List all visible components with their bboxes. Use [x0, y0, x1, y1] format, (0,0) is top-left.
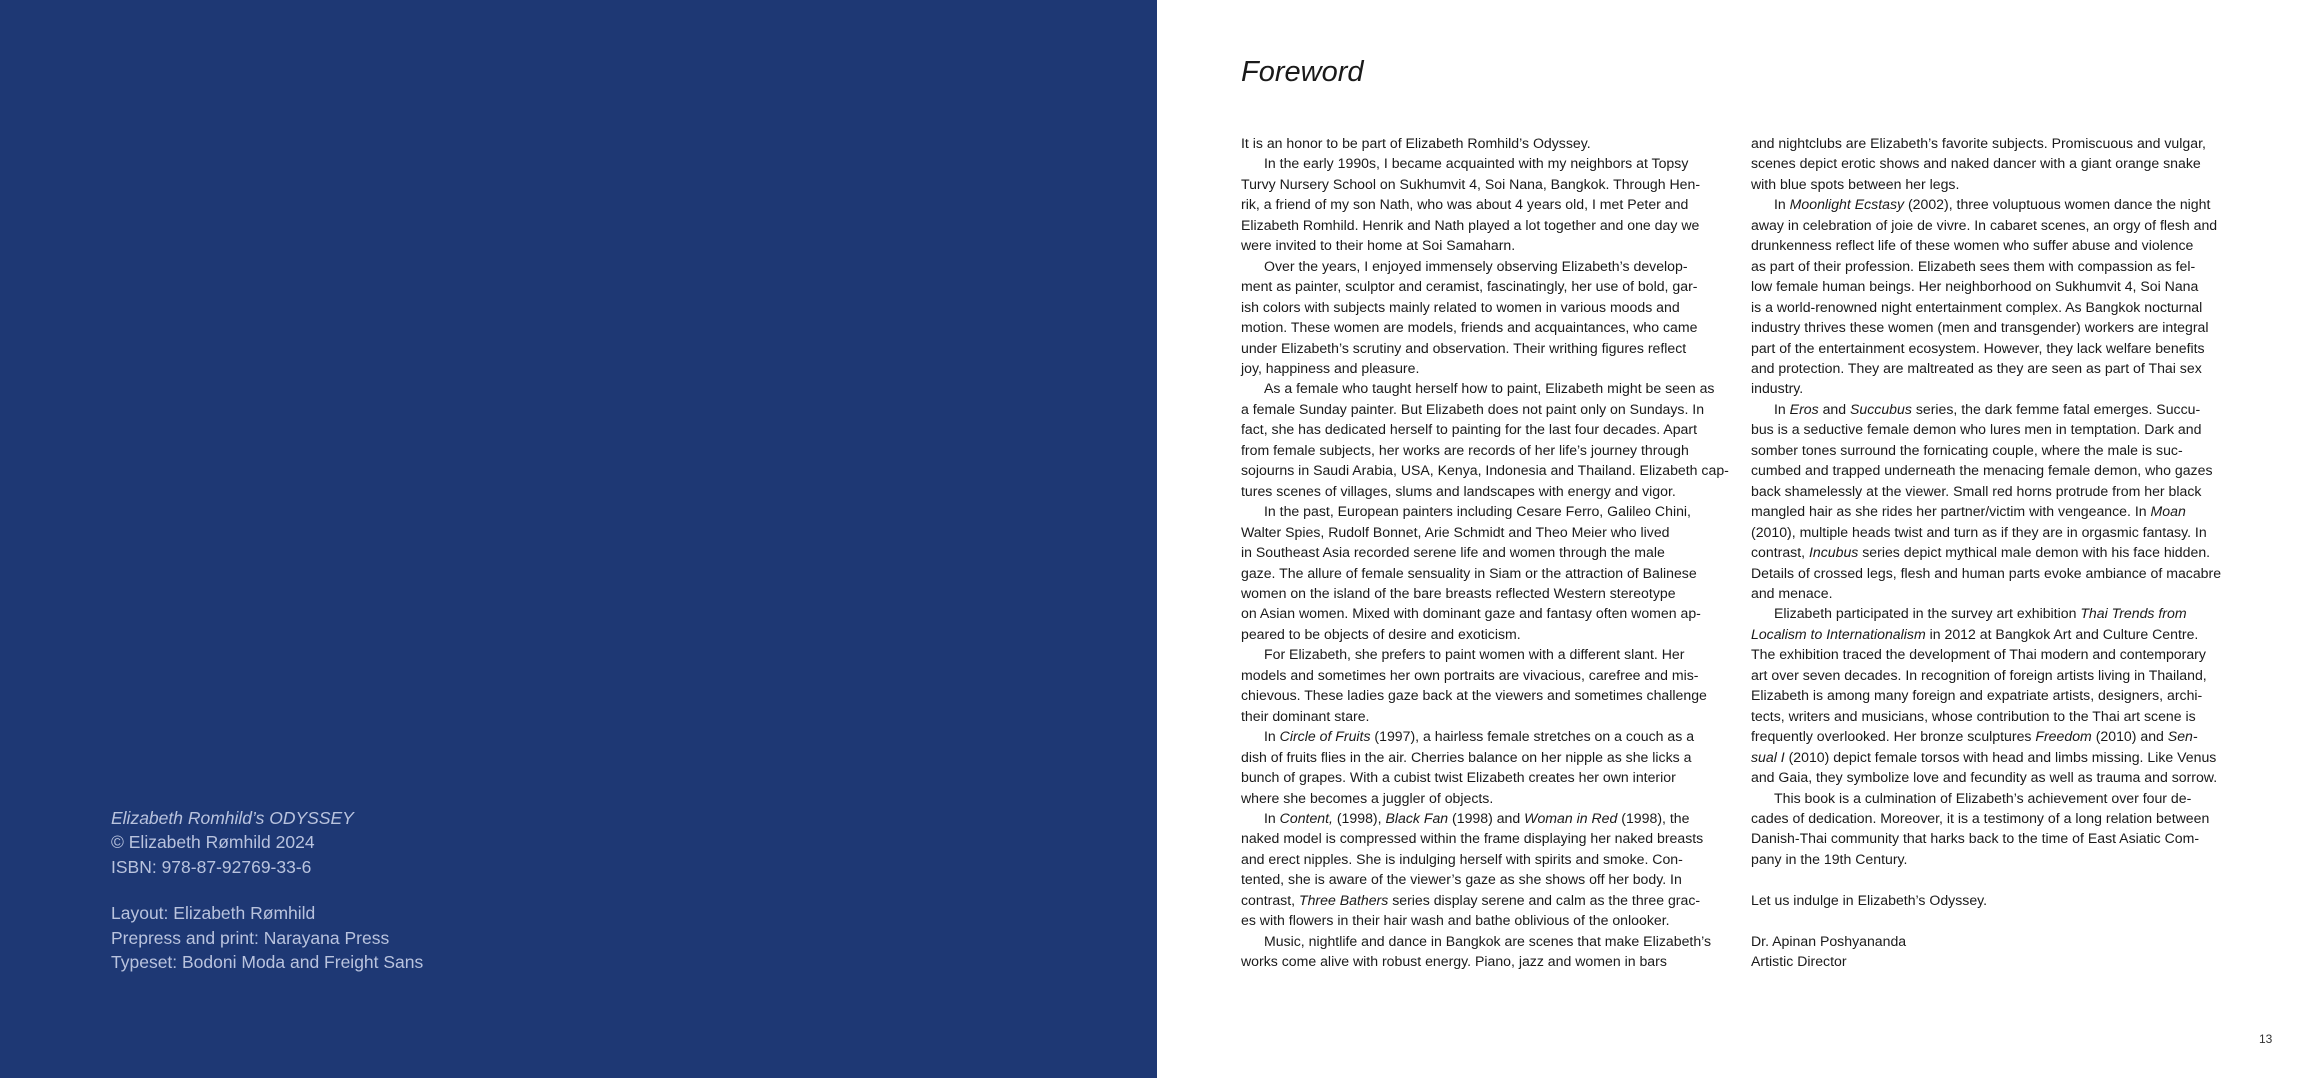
- text-line: rik, a friend of my son Nath, who was about 4 years old, I met Peter and: [1241, 196, 1689, 213]
- colophon-spacer: [111, 879, 423, 901]
- text-line: [1751, 869, 2245, 889]
- text-line: In the past, European painters including Cesare Ferro, Galileo Chini,: [1264, 503, 1691, 520]
- foreword-column-right: [1751, 133, 2245, 972]
- text-line: in Southeast Asia recorded serene life and women through the male: [1241, 544, 1665, 561]
- text-line: bunch of grapes. With a cubist twist Elizabeth creates her own interior: [1241, 769, 1676, 786]
- colophon-layout: Layout: Elizabeth Rømhild: [111, 903, 316, 924]
- text-line: cades of dedication. Moreover, it is a testimony of a long relation between: [1751, 809, 2210, 826]
- text-line: For Elizabeth, she prefers to paint women with a different slant. Her: [1264, 646, 1685, 663]
- foreword-heading: Foreword: [1241, 56, 1364, 88]
- text-line: Elizabeth Romhild. Henrik and Nath played a lot together and one day we: [1241, 216, 1700, 233]
- text-line: Localism to Internationalism in 2012 at Bangkok Art and Culture Centre.: [1751, 625, 2199, 642]
- text-line: Details of crossed legs, flesh and human parts evoke ambiance of macabre: [1751, 564, 2222, 581]
- text-line: industry.: [1751, 380, 1804, 397]
- text-line: away in celebration of joie de vivre. In cabaret scenes, an orgy of flesh and: [1751, 216, 2218, 233]
- text-line: sual I (2010) depict female torsos with head and limbs missing. Like Venus: [1751, 748, 2217, 765]
- text-line: pany in the 19th Century.: [1751, 850, 1908, 867]
- text-line: (2010), multiple heads twist and turn as if they are in orgasmic fantasy. In: [1751, 523, 2207, 540]
- text-line: Artistic Director: [1751, 953, 1847, 970]
- text-line: with blue spots between her legs.: [1751, 175, 1960, 192]
- text-line: drunkenness reflect life of these women who suffer abuse and violence: [1751, 237, 2194, 254]
- text-line: as part of their profession. Elizabeth sees them with compassion as fel-: [1751, 257, 2196, 274]
- text-line: were invited to their home at Soi Samaharn.: [1241, 237, 1516, 254]
- colophon: [111, 806, 423, 974]
- text-line: where she becomes a juggler of objects.: [1241, 789, 1494, 806]
- colophon-typeset: Typeset: Bodoni Moda and Freight Sans: [111, 952, 424, 973]
- text-line: ish colors with subjects mainly related to women in various moods and: [1241, 298, 1680, 315]
- text-line: low female human beings. Her neighborhood on Sukhumvit 4, Soi Nana: [1751, 278, 2199, 295]
- text-line: part of the entertainment ecosystem. However, they lack welfare benefits: [1751, 339, 2205, 356]
- text-line: contrast, Three Bathers series display serene and calm as the three grac-: [1241, 891, 1701, 908]
- text-line: In Eros and Succubus series, the dark femme fatal emerges. Succu-: [1774, 400, 2201, 417]
- text-line: a female Sunday painter. But Elizabeth does not paint only on Sundays. In: [1241, 400, 1705, 417]
- text-line: cumbed and trapped underneath the menacing female demon, who gazes: [1751, 462, 2213, 479]
- text-line: dish of fruits flies in the air. Cherries balance on her nipple as she licks a: [1241, 748, 1692, 765]
- text-line: Over the years, I enjoyed immensely observing Elizabeth’s develop-: [1264, 257, 1688, 274]
- text-line: Dr. Apinan Poshyananda: [1751, 932, 1907, 949]
- text-line: Walter Spies, Rudolf Bonnet, Arie Schmidt and Theo Meier who lived: [1241, 523, 1670, 540]
- text-line: somber tones surround the fornicating couple, where the male is suc-: [1751, 441, 2183, 458]
- colophon-copyright: © Elizabeth Rømhild 2024: [111, 832, 315, 853]
- text-line: The exhibition traced the development of Thai modern and contemporary: [1751, 646, 2206, 663]
- text-line: As a female who taught herself how to paint, Elizabeth might be seen as: [1264, 380, 1715, 397]
- text-line: models and sometimes her own portraits are vivacious, carefree and mis-: [1241, 666, 1699, 683]
- text-line: This book is a culmination of Elizabeth’s achievement over four de-: [1774, 789, 2192, 806]
- text-line: art over seven decades. In recognition of foreign artists living in Thailand,: [1751, 666, 2207, 683]
- text-line: frequently overlooked. Her bronze sculptures Freedom (2010) and Sen-: [1751, 728, 2198, 745]
- text-line: ment as painter, sculptor and ceramist, fascinatingly, her use of bold, gar-: [1241, 278, 1698, 295]
- text-line: bus is a seductive female demon who lures men in temptation. Dark and: [1751, 421, 2202, 438]
- colophon-book-title: Elizabeth Romhild’s ODYSSEY: [111, 808, 354, 828]
- text-line: motion. These women are models, friends and acquaintances, who came: [1241, 319, 1698, 336]
- page-number: 13: [2259, 1032, 2273, 1046]
- text-line: back shamelessly at the viewer. Small red horns protrude from her black: [1751, 482, 2202, 499]
- text-line: es with flowers in their hair wash and bathe oblivious of the onlooker.: [1241, 912, 1670, 929]
- text-line: [1751, 910, 2245, 930]
- text-line: and protection. They are maltreated as they are seen as part of Thai sex: [1751, 359, 2202, 376]
- text-line: In Circle of Fruits (1997), a hairless female stretches on a couch as a: [1264, 728, 1695, 745]
- text-line: fact, she has dedicated herself to painting for the last four decades. Apart: [1241, 421, 1697, 438]
- text-line: works come alive with robust energy. Piano, jazz and women in bars: [1241, 953, 1667, 970]
- text-line: tures scenes of villages, slums and landscapes with energy and vigor.: [1241, 482, 1676, 499]
- text-line: tects, writers and musicians, whose contribution to the Thai art scene is: [1751, 707, 2196, 724]
- colophon-isbn: ISBN: 978-87-92769-33-6: [111, 856, 312, 877]
- text-line: mangled hair as she rides her partner/victim with vengeance. In Moan: [1751, 503, 2186, 520]
- text-line: under Elizabeth’s scrutiny and observation. Their writhing figures reflect: [1241, 339, 1687, 356]
- text-line: In Content, (1998), Black Fan (1998) and Woman in Red (1998), the: [1264, 809, 1690, 826]
- text-line: and nightclubs are Elizabeth’s favorite subjects. Promiscuous and vulgar,: [1751, 135, 2206, 151]
- text-line: It is an honor to be part of Elizabeth Romhild’s Odyssey.: [1241, 135, 1591, 151]
- text-line: and menace.: [1751, 584, 1833, 601]
- text-line: and erect nipples. She is indulging herself with spirits and smoke. Con-: [1241, 850, 1683, 867]
- text-line: women on the island of the bare breasts reflected Western stereotype: [1241, 584, 1676, 601]
- text-line: chievous. These ladies gaze back at the viewers and sometimes challenge: [1241, 687, 1707, 704]
- text-line: tented, she is aware of the viewer’s gaze as she shows off her body. In: [1241, 871, 1682, 888]
- text-line: scenes depict erotic shows and naked dancer with a giant orange snake: [1751, 155, 2201, 172]
- text-line: In the early 1990s, I became acquainted with my neighbors at Topsy: [1264, 155, 1689, 172]
- text-line: peared to be objects of desire and exoticism.: [1241, 625, 1521, 642]
- colophon-prepress: Prepress and print: Narayana Press: [111, 927, 390, 948]
- right-page: [1157, 0, 2312, 1078]
- text-line: Elizabeth is among many foreign and expatriate artists, designers, archi-: [1751, 687, 2203, 704]
- foreword-column-left: [1241, 133, 1735, 972]
- text-line: on Asian women. Mixed with dominant gaze and fantasy often women ap-: [1241, 605, 1701, 622]
- text-line: gaze. The allure of female sensuality in Siam or the attraction of Balinese: [1241, 564, 1697, 581]
- text-line: industry thrives these women (men and transgender) workers are integral: [1751, 319, 2209, 336]
- text-line: joy, happiness and pleasure.: [1241, 359, 1420, 376]
- text-line: In Moonlight Ecstasy (2002), three voluptuous women dance the night: [1774, 196, 2211, 213]
- text-line: Elizabeth participated in the survey art exhibition Thai Trends from: [1774, 605, 2187, 622]
- text-line: Let us indulge in Elizabeth’s Odyssey.: [1751, 891, 1988, 908]
- text-line: is a world-renowned night entertainment complex. As Bangkok nocturnal: [1751, 298, 2203, 315]
- text-line: their dominant stare.: [1241, 707, 1370, 724]
- text-line: Music, nightlife and dance in Bangkok are scenes that make Elizabeth’s: [1264, 932, 1712, 949]
- text-line: from female subjects, her works are records of her life’s journey through: [1241, 441, 1689, 458]
- text-line: Danish-Thai community that harks back to the time of East Asiatic Com-: [1751, 830, 2200, 847]
- text-line: naked model is compressed within the frame displaying her naked breasts: [1241, 830, 1704, 847]
- text-line: Turvy Nursery School on Sukhumvit 4, Soi Nana, Bangkok. Through Hen-: [1241, 175, 1701, 192]
- text-line: contrast, Incubus series depict mythical male demon with his face hidden.: [1751, 544, 2211, 561]
- text-line: sojourns in Saudi Arabia, USA, Kenya, Indonesia and Thailand. Elizabeth cap-: [1241, 462, 1729, 479]
- text-line: and Gaia, they symbolize love and fecundity as well as trauma and sorrow.: [1751, 769, 2218, 786]
